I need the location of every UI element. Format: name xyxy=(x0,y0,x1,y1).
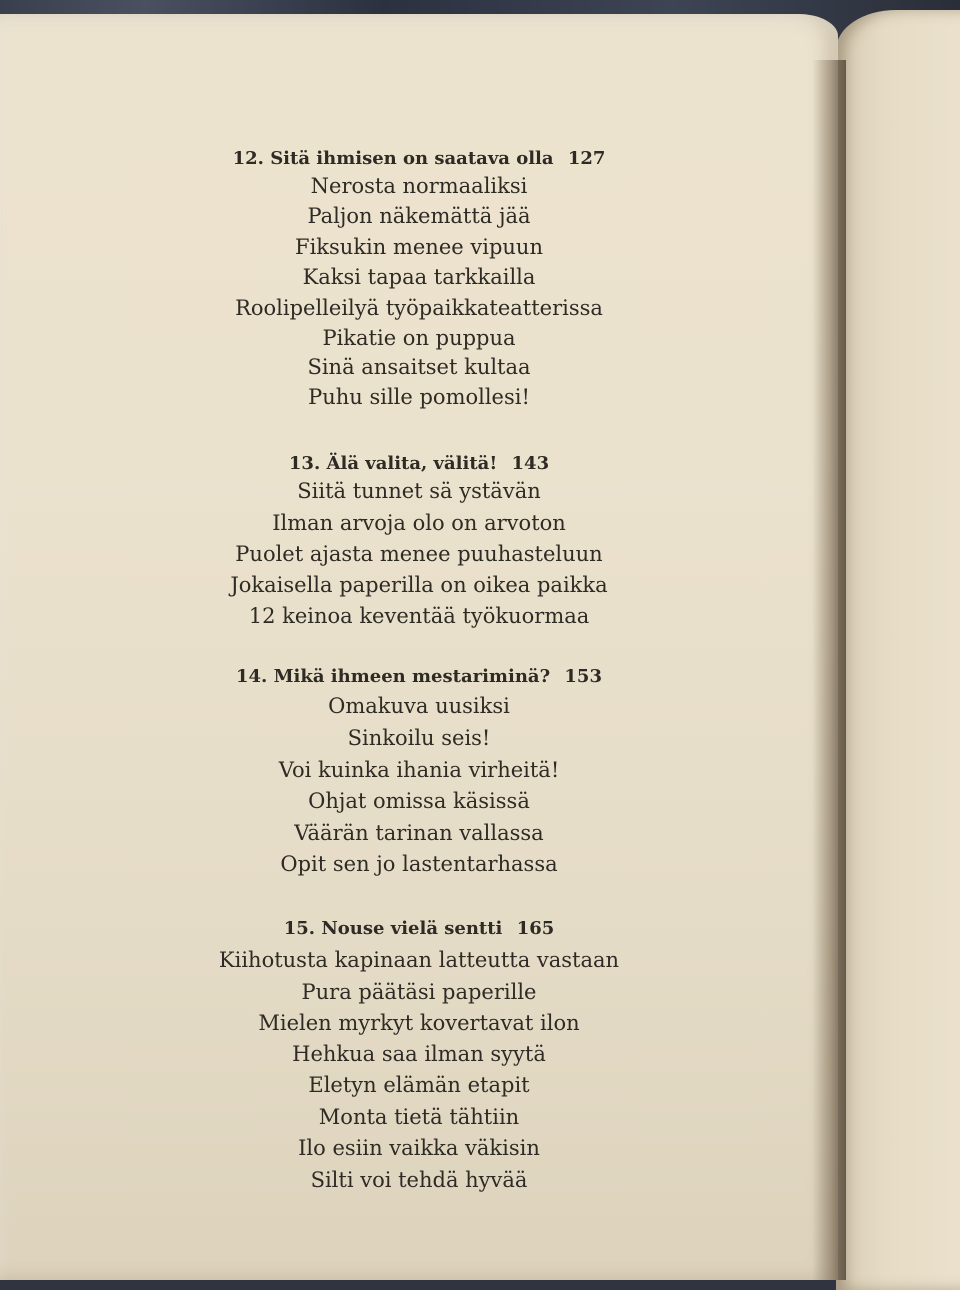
toc-item: Voi kuinka ihania virheitä! xyxy=(278,758,560,782)
toc-item: Jokaisella paperilla on oikea paikka xyxy=(230,573,608,597)
toc-item: Opit sen jo lastentarhassa xyxy=(280,852,558,876)
toc-item: Ilo esiin vaikka väkisin xyxy=(298,1136,540,1160)
toc-item: 12 keinoa keventää työkuormaa xyxy=(248,604,590,628)
chapter-page-number: 153 xyxy=(564,666,602,687)
toc-item: Silti voi tehdä hyvää xyxy=(310,1168,528,1192)
chapter-page-number: 127 xyxy=(567,148,606,169)
toc-item: Fiksukin menee vipuun xyxy=(295,235,543,259)
toc-item: Puolet ajasta menee puuhasteluun xyxy=(235,542,603,566)
chapter-heading-12 xyxy=(0,148,838,169)
chapter-heading-13 xyxy=(0,453,838,474)
toc-item: Pura päätäsi paperille xyxy=(301,980,537,1004)
toc-item: Siitä tunnet sä ystävän xyxy=(297,479,541,503)
toc-item: Monta tietä tähtiin xyxy=(318,1105,520,1129)
chapter-heading-15 xyxy=(0,918,838,939)
chapter-heading-14 xyxy=(0,666,838,687)
toc-item: Omakuva uusiksi xyxy=(328,694,510,718)
chapter-title: Mikä ihmeen mestariminä? xyxy=(273,666,551,687)
toc-item: Kiihotusta kapinaan latteutta vastaan xyxy=(218,948,620,972)
toc-item: Puhu sille pomollesi! xyxy=(308,385,530,409)
chapter-number: 15. xyxy=(283,918,316,939)
chapter-title: Sitä ihmisen on saatava olla xyxy=(270,148,554,169)
toc-item: Nerosta normaaliksi xyxy=(310,174,528,198)
toc-item: Hehkua saa ilman syytä xyxy=(292,1042,546,1066)
toc-item: Pikatie on puppua xyxy=(322,326,516,350)
toc-item: Sinkoilu seis! xyxy=(347,726,491,750)
chapter-page-number: 143 xyxy=(511,453,550,474)
toc-item: Väärän tarinan vallassa xyxy=(294,821,544,845)
toc-item: Ohjat omissa käsissä xyxy=(308,789,530,813)
toc-item: Roolipelleilyä työpaikkateatterissa xyxy=(235,296,603,320)
chapter-title: Nouse vielä sentti xyxy=(321,918,503,939)
chapter-number: 13. xyxy=(288,453,321,474)
toc-item: Kaksi tapaa tarkkailla xyxy=(302,265,536,289)
toc-item: Eletyn elämän etapit xyxy=(308,1073,530,1097)
toc-item: Mielen myrkyt kovertavat ilon xyxy=(258,1011,580,1035)
chapter-number: 14. xyxy=(236,666,268,687)
chapter-page-number: 165 xyxy=(516,918,555,939)
toc-item: Ilman arvoja olo on arvoton xyxy=(272,511,566,535)
facing-page xyxy=(836,10,960,1290)
chapter-number: 12. xyxy=(232,148,264,169)
toc-item: Paljon näkemättä jää xyxy=(307,204,531,228)
toc-item: Sinä ansaitset kultaa xyxy=(307,355,531,379)
chapter-title: Älä valita, välitä! xyxy=(326,453,498,474)
